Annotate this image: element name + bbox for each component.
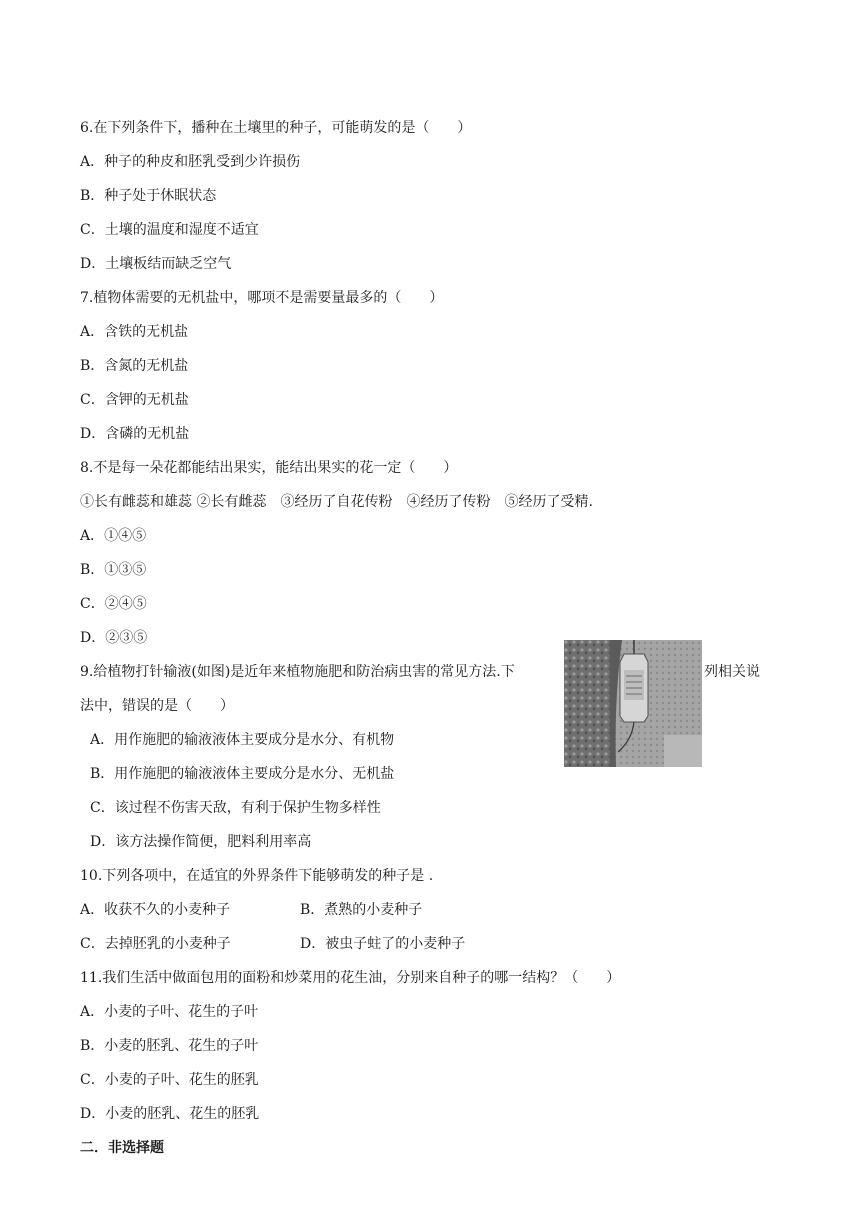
tree-infusion-photo <box>564 640 702 767</box>
question-6-option-c: C．土壤的温度和湿度不适宜 <box>80 222 259 238</box>
question-6-option-b: B．种子处于休眠状态 <box>80 188 217 204</box>
question-9-option-b: B．用作施肥的输液液体主要成分是水分、无机盐 <box>90 766 395 782</box>
question-11-option-c: C．小麦的子叶、花生的胚乳 <box>80 1072 259 1088</box>
question-8-option-b: B．①③⑤ <box>80 562 147 578</box>
question-9-option-a: A．用作施肥的输液液体主要成分是水分、有机物 <box>90 732 395 748</box>
question-8-note: ①长有雌蕊和雄蕊 ②长有雌蕊 ③经历了自花传粉 ④经历了传粉 ⑤经历了受精. <box>80 494 593 510</box>
question-10-option-d: D．被虫子蛀了的小麦种子 <box>300 936 466 952</box>
question-10-stem: 10.下列各项中，在适宜的外界条件下能够萌发的种子是 . <box>80 868 434 884</box>
question-10-option-b: B．煮熟的小麦种子 <box>300 902 423 918</box>
question-7-stem: 7.植物体需要的无机盐中，哪项不是需要量最多的（ ） <box>80 290 444 306</box>
question-9-option-c: C．该过程不伤害天敌，有利于保护生物多样性 <box>90 800 381 816</box>
question-6-option-d: D．土壤板结而缺乏空气 <box>80 256 232 272</box>
question-9-stem-line1-right: 列相关说 <box>704 664 760 680</box>
question-8-option-d: D．②③⑤ <box>80 630 148 646</box>
question-11-stem: 11.我们生活中做面包用的面粉和炒菜用的花生油，分别来自种子的哪一结构？（ ） <box>80 970 621 986</box>
question-9-option-d: D．该方法操作简便，肥料利用率高 <box>90 834 312 850</box>
question-9-stem-line2: 法中，错误的是（ ） <box>80 698 234 714</box>
question-7-option-d: D．含磷的无机盐 <box>80 426 190 442</box>
question-7-option-a: A．含铁的无机盐 <box>80 324 189 340</box>
question-6-option-a: A．种子的种皮和胚乳受到少许损伤 <box>80 154 301 170</box>
question-8-stem: 8.不是每一朵花都能结出果实，能结出果实的花一定（ ） <box>80 460 458 476</box>
question-10-option-c: C．去掉胚乳的小麦种子 <box>80 936 231 952</box>
question-7-option-b: B．含氮的无机盐 <box>80 358 189 374</box>
section-heading: 二．非选择题 <box>80 1140 164 1156</box>
question-10-option-a: A．收获不久的小麦种子 <box>80 902 231 918</box>
question-11-option-b: B．小麦的胚乳、花生的子叶 <box>80 1038 259 1054</box>
question-6-stem: 6.在下列条件下，播种在土壤里的种子，可能萌发的是（ ） <box>80 120 472 136</box>
question-8-option-c: C．②④⑤ <box>80 596 147 612</box>
question-9-stem-line1: 9.给植物打针输液(如图)是近年来植物施肥和防治病虫害的常见方法.下 <box>80 664 515 680</box>
question-11-option-a: A．小麦的子叶、花生的子叶 <box>80 1004 259 1020</box>
question-11-option-d: D．小麦的胚乳、花生的胚乳 <box>80 1106 260 1122</box>
question-8-option-a: A．①④⑤ <box>80 528 147 544</box>
question-7-option-c: C．含钾的无机盐 <box>80 392 189 408</box>
